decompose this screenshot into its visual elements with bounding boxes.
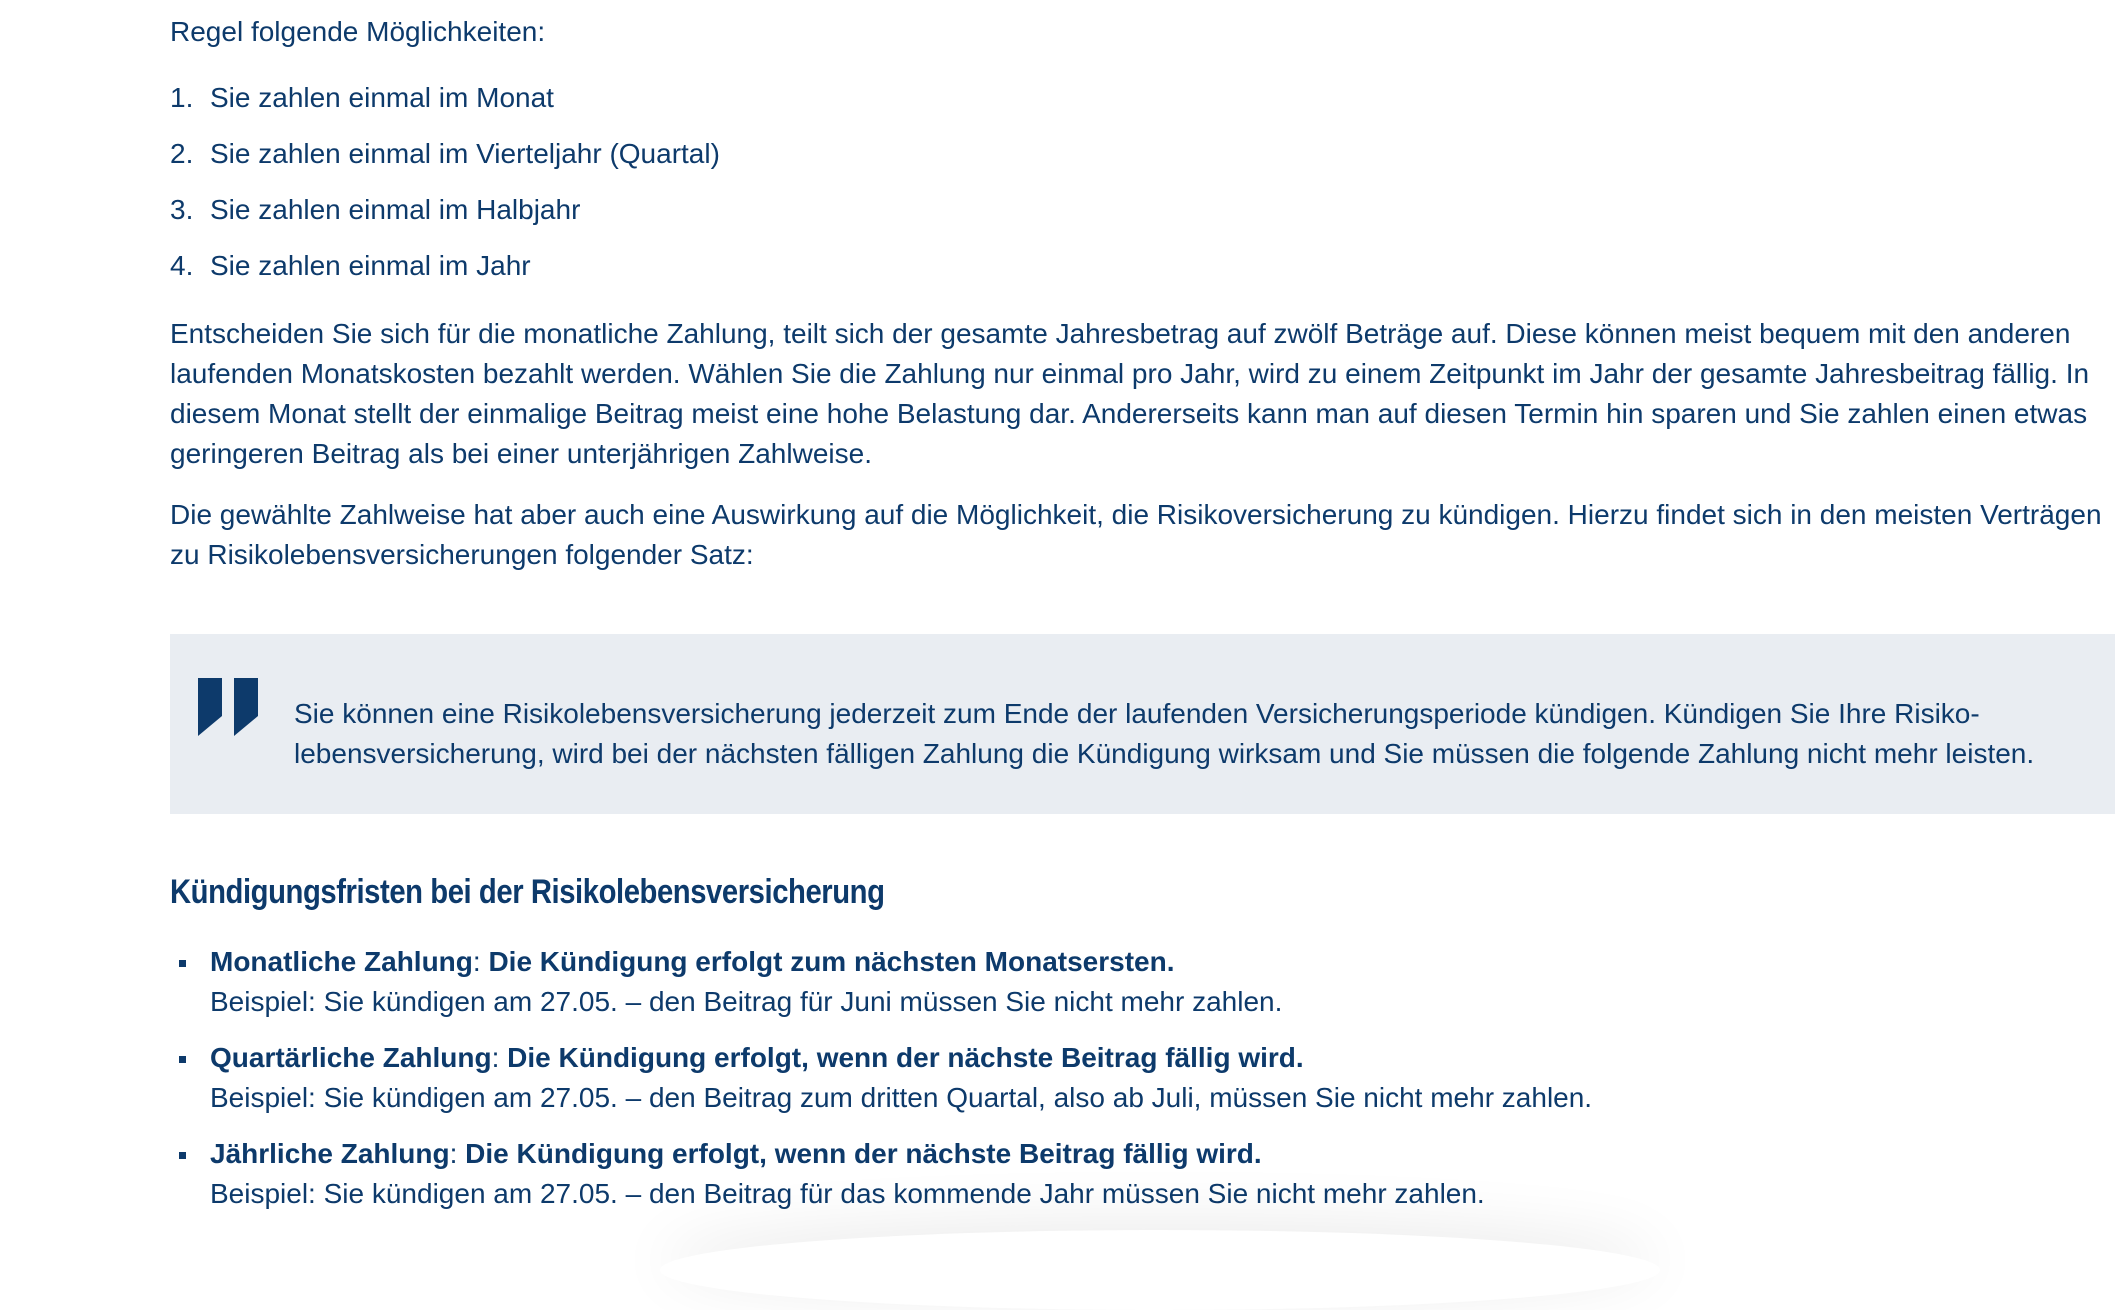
paragraph-cancellation-intro: Die gewählte Zahlweise hat aber auch eine Auswirkung auf die Möglichkeit, die Risikoversicherung zu kündigen. Hierzu findet sich in den meisten Verträgen zu Risikolebensversicherungen folgender Satz: bbox=[170, 499, 2102, 570]
list-item-text: Sie zahlen einmal im Vierteljahr (Quartal) bbox=[210, 138, 720, 169]
bullet-icon bbox=[179, 960, 186, 967]
term-rule: Die Kündigung erfolgt, wenn der nächste Beitrag fällig wird. bbox=[507, 1042, 1304, 1073]
section-title: Kündigungsfristen bei der Risikolebensversicherung bbox=[170, 873, 885, 911]
list-item bbox=[170, 78, 720, 134]
bullet-icon bbox=[179, 1056, 186, 1063]
cancellation-terms-list bbox=[170, 942, 1592, 1230]
list-number: 1. bbox=[170, 82, 194, 113]
quote-icon bbox=[198, 678, 262, 738]
payment-options-list bbox=[170, 78, 720, 302]
bullet-icon bbox=[179, 1152, 186, 1159]
term-rule: Die Kündigung erfolgt, wenn der nächste Beitrag fällig wird. bbox=[465, 1138, 1262, 1169]
term-example: Beispiel: Sie kündigen am 27.05. – den Beitrag für das kommende Jahr müssen Sie nicht mehr zahlen. bbox=[210, 1178, 1485, 1209]
list-number: 4. bbox=[170, 250, 194, 281]
floating-panel-shadow bbox=[660, 1230, 1660, 1310]
term-rule: Die Kündigung erfolgt zum nächsten Monatsersten. bbox=[488, 946, 1175, 977]
list-item bbox=[170, 1038, 1592, 1134]
list-item bbox=[170, 1134, 1592, 1230]
term-label: Monatliche Zahlung bbox=[210, 946, 473, 977]
intro-text: Regel folgende Möglichkeiten: bbox=[170, 16, 546, 47]
list-item bbox=[170, 134, 720, 190]
list-item-text: Sie zahlen einmal im Jahr bbox=[210, 250, 531, 281]
list-number: 3. bbox=[170, 194, 194, 225]
list-item bbox=[170, 942, 1592, 1038]
term-example: Beispiel: Sie kündigen am 27.05. – den Beitrag für Juni müssen Sie nicht mehr zahlen. bbox=[210, 986, 1283, 1017]
term-separator: : bbox=[472, 946, 489, 977]
quote-block bbox=[170, 634, 2115, 814]
list-item bbox=[170, 190, 720, 246]
term-label: Jährliche Zahlung bbox=[210, 1138, 450, 1169]
quote-text: Sie können eine Risikolebensversicherung jederzeit zum Ende der laufenden Versicherungsperiode kündigen. Kündigen Sie Ihre Risikolebensversicherung, wird bei der nächsten fälligen Zahlung die Kündigung wirksam und Sie müssen die folgende Zahlung nicht mehr leisten. bbox=[294, 698, 2035, 769]
list-number: 2. bbox=[170, 138, 194, 169]
list-item-text: Sie zahlen einmal im Halbjahr bbox=[210, 194, 581, 225]
list-item-text: Sie zahlen einmal im Monat bbox=[210, 82, 554, 113]
term-separator: : bbox=[449, 1138, 466, 1169]
term-label: Quartärliche Zahlung bbox=[210, 1042, 492, 1073]
term-separator: : bbox=[491, 1042, 508, 1073]
paragraph-payment-frequency: Entscheiden Sie sich für die monatliche Zahlung, teilt sich der gesamte Jahresbetrag auf zwölf Beträge auf. Diese können meist bequem mit den anderen laufenden Monatskosten bezahlt werden. Wählen Sie die Zahlung nur einmal pro Jahr, wird zu einem Zeitpunkt im Jahr der gesamte Jahresbeitrag fällig. In diesem Monat stellt der einmalige Beitrag meist eine hohe Belastung dar. Andererseits kann man auf diesen Termin hin sparen und Sie zahlen einen etwas geringeren Beitrag als bei einer unterjährigen Zahlweise. bbox=[170, 318, 2090, 469]
term-example: Beispiel: Sie kündigen am 27.05. – den Beitrag zum dritten Quartal, also ab Juli, müssen Sie nicht mehr zahlen. bbox=[210, 1082, 1593, 1113]
list-item bbox=[170, 246, 720, 302]
